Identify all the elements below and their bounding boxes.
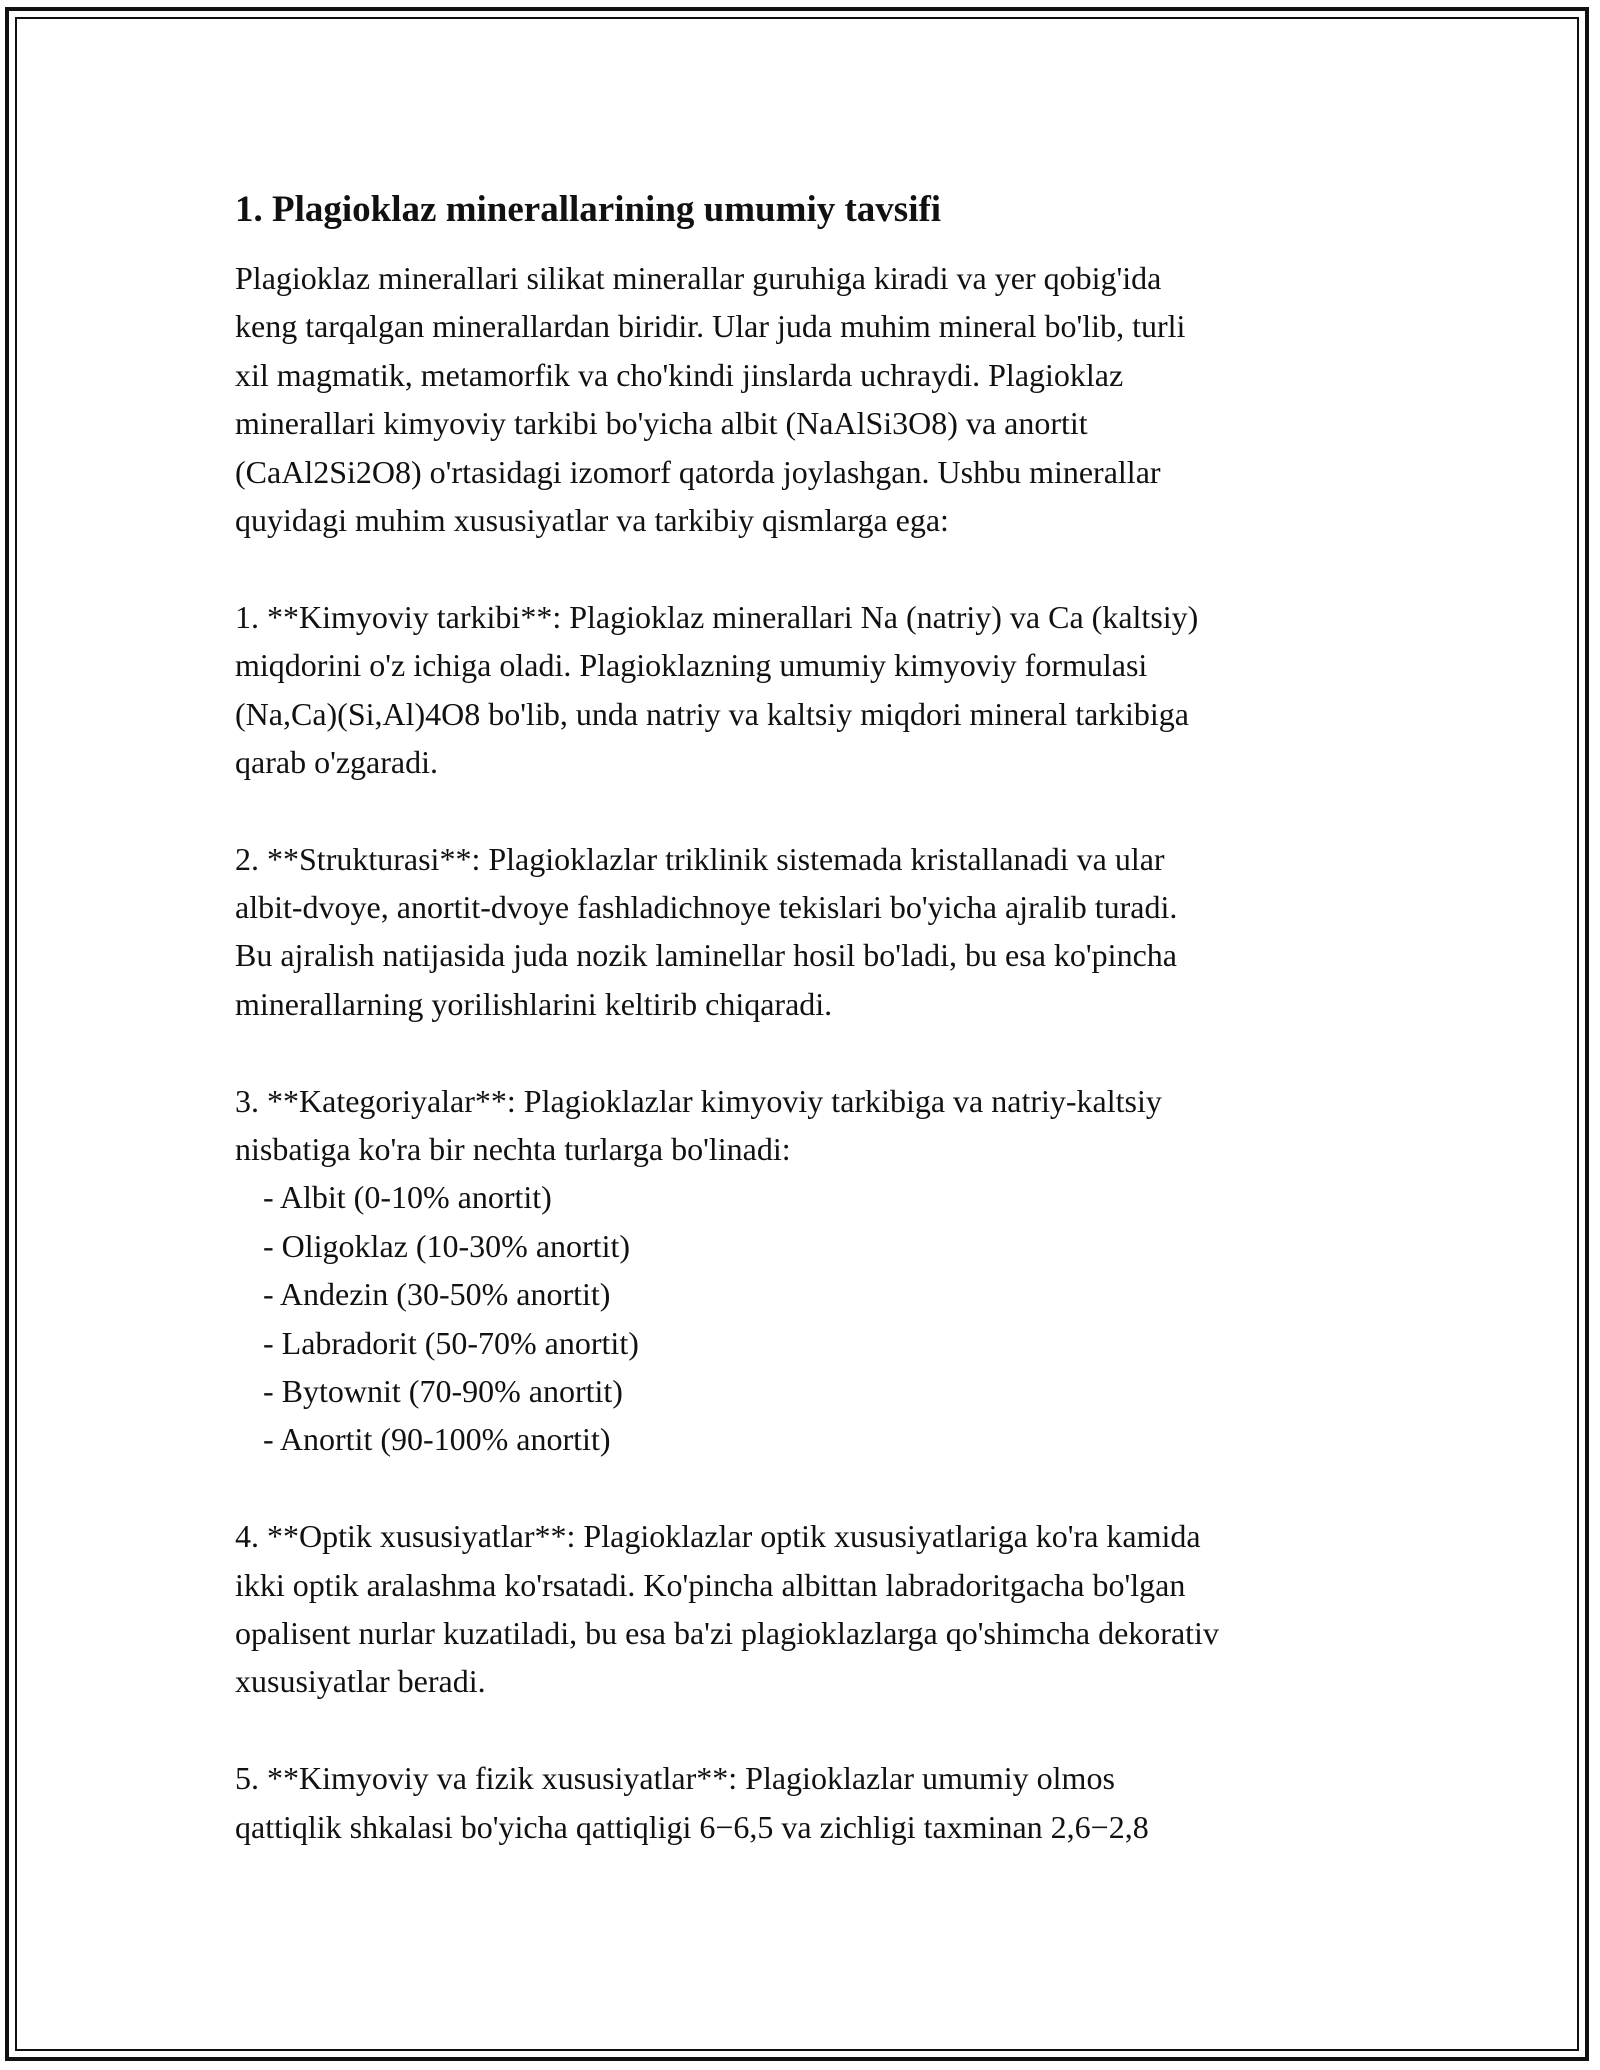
- text-line: ikki optik aralashma ko'rsatadi. Ko'pincha albittan labradoritgacha bo'lgan: [235, 1566, 1186, 1603]
- text-line: qattiqlik shkalasi bo'yicha qattiqligi 6−6,5 va zichligi taxminan 2,6−2,8: [235, 1808, 1149, 1845]
- paragraph-gap: [235, 1028, 1380, 1076]
- text-line: Bu ajralish natijasida juda nozik laminellar hosil bo'ladi, bu esa ko'pincha: [235, 937, 1177, 974]
- text-line: (CaAl2Si2O8) o'rtasidagi izomorf qatorda joylashgan. Ushbu minerallar: [235, 453, 1161, 490]
- list-item: - Bytownit (70-90% anortit): [263, 1372, 623, 1409]
- section-optical-properties: [235, 1512, 1380, 1706]
- paragraph-gap: [235, 544, 1380, 592]
- text-line: 4. **Optik xususiyatlar**: Plagioklazlar optik xususiyatlariga ko'ra kamida: [235, 1518, 1201, 1555]
- document-body: [235, 186, 1380, 1851]
- list-item: - Andezin (30-50% anortit): [263, 1276, 611, 1313]
- text-line: keng tarqalgan minerallardan biridir. Ular juda muhim mineral bo'lib, turli: [235, 308, 1186, 345]
- text-line: xususiyatlar beradi.: [235, 1663, 486, 1700]
- paragraph-gap: [235, 786, 1380, 834]
- intro-paragraph: [235, 254, 1380, 544]
- text-line: miqdorini o'z ichiga oladi. Plagioklazning umumiy kimyoviy formulasi: [235, 647, 1148, 684]
- text-line: 3. **Kategoriyalar**: Plagioklazlar kimyoviy tarkibiga va natriy-kaltsiy: [235, 1082, 1162, 1119]
- section-chemical-composition: [235, 593, 1380, 787]
- text-line: nisbatiga ko'ra bir nechta turlarga bo'linadi:: [235, 1131, 791, 1168]
- section-physical-properties: [235, 1754, 1380, 1851]
- text-line: minerallarning yorilishlarini keltirib chiqaradi.: [235, 985, 833, 1022]
- list-item: - Oligoklaz (10-30% anortit): [263, 1227, 630, 1264]
- section-categories: [235, 1077, 1380, 1464]
- text-line: xil magmatik, metamorfik va cho'kindi jinslarda uchraydi. Plagioklaz: [235, 356, 1124, 393]
- text-line: qarab o'zgaradi.: [235, 743, 438, 780]
- text-line: 5. **Kimyoviy va fizik xususiyatlar**: Plagioklazlar umumiy olmos: [235, 1760, 1115, 1797]
- section-structure: [235, 835, 1380, 1029]
- list-item: - Albit (0-10% anortit): [263, 1179, 552, 1216]
- paragraph-gap: [235, 1706, 1380, 1754]
- paragraph-gap: [235, 1464, 1380, 1512]
- text-line: albit-dvoye, anortit-dvoye fashladichnoye tekislari bo'yicha ajralib turadi.: [235, 889, 1178, 926]
- text-line: 2. **Strukturasi**: Plagioklazlar triklinik sistemada kristallanadi va ular: [235, 840, 1165, 877]
- text-line: minerallari kimyoviy tarkibi bo'yicha albit (NaAlSi3O8) va anortit: [235, 405, 1088, 442]
- section-heading: 1. Plagioklaz minerallarining umumiy tavsifi: [235, 189, 942, 230]
- list-item: - Labradorit (50-70% anortit): [263, 1324, 639, 1361]
- text-line: 1. **Kimyoviy tarkibi**: Plagioklaz minerallari Na (natriy) va Ca (kaltsiy): [235, 598, 1199, 635]
- list-item: - Anortit (90-100% anortit): [263, 1421, 611, 1458]
- text-line: Plagioklaz minerallari silikat minerallar guruhiga kiradi va yer qobig'ida: [235, 260, 1162, 296]
- text-line: opalisent nurlar kuzatiladi, bu esa ba'zi plagioklazlarga qo'shimcha dekorativ: [235, 1614, 1219, 1651]
- text-line: quyidagi muhim xususiyatlar va tarkibiy qismlarga ega:: [235, 501, 949, 538]
- text-line: (Na,Ca)(Si,Al)4O8 bo'lib, unda natriy va kaltsiy miqdori mineral tarkibiga: [235, 695, 1189, 732]
